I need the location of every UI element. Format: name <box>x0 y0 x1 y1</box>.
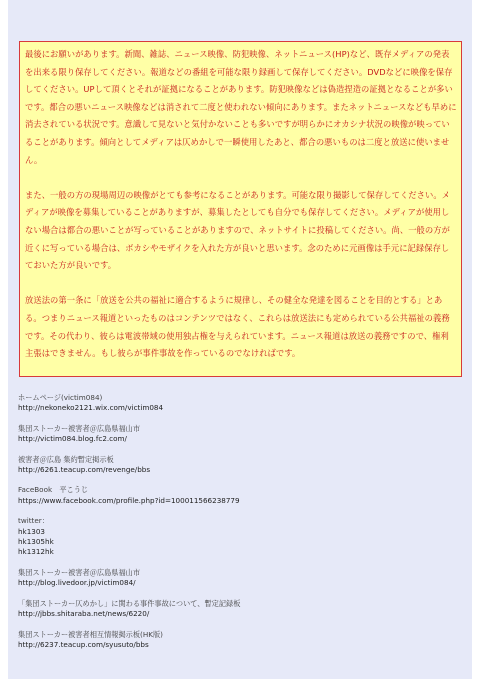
twitter-handle[interactable]: hk1305hk <box>18 537 54 547</box>
link-url[interactable]: http://jbbs.shitaraba.net/news/6220/ <box>18 609 150 619</box>
link-label: twitter： <box>18 516 49 526</box>
link-group-shitaraba-board <box>18 599 458 620</box>
link-label: 集団ストーカー被害者相互情報掲示板(HK版) <box>18 629 163 639</box>
notice-paragraph-3: 放送法の第一条に「放送を公共の福祉に適合するように規律し、その健全な発達を図ることを目的とする」とある。つまりニュース報道といったものはコンテンツではなく、これらは放送法にも定められている公共福祉の義務です。その代わり、彼らは電波帯域の使用独占権を与えられています。ニュース報道は放送の義務ですので、権利主張はできません。もし彼らが事件事故を作っているのでなければです。 <box>25 295 450 359</box>
twitter-handle[interactable]: hk1312hk <box>18 547 54 557</box>
link-label: 「集団ストーカー仄めかし」に関わる事件事故について、暫定記録板 <box>18 598 241 608</box>
link-url[interactable]: https://www.facebook.com/profile.php?id=100011566238779 <box>18 495 240 505</box>
document-page <box>8 0 472 679</box>
link-label: 被害者＠広島 集約暫定掲示板 <box>18 454 114 464</box>
link-group-fc2-blog <box>18 424 458 445</box>
link-group-teacup-revenge <box>18 455 458 476</box>
link-group-homepage <box>18 393 458 414</box>
link-group-teacup-syusuto <box>18 630 458 651</box>
link-url[interactable]: http://nekoneko2121.wix.com/victim084 <box>18 403 164 413</box>
notice-paragraph-1: 最後にお願いがあります。新聞、雑誌、ニュース映像、防犯映像、ネットニュース(HP)など、既存メディアの発表を出来る限り保存してください。報道などの番組を可能な限り録画して保存してください。DVDなどに映像を保存してください。UPして頂くとそれが証拠になることがあります。防犯映像などは偽造捏造の証拠となることが多いです。都合の悪いニュース映像などは消されて二度と使われない傾向にあります。またネットニュースなども早めに消去されている状況です。意識して見ないと気付かないことも多いですが明らかにオカシナ状況の映像が映っていることがあります。傾向としてメディアは仄めかしで一瞬使用したあと、都合の悪いものは二度と放送に使いません。 <box>25 49 457 165</box>
link-label: FaceBook 平こうじ <box>18 485 89 495</box>
link-group-twitter <box>18 516 458 558</box>
link-group-livedoor-blog <box>18 568 458 589</box>
notice-paragraph-2: また、一般の方の現場周辺の映像がとても参考になることがあります。可能な限り撮影して保存してください。メディアが映像を募集していることがありますが、募集したとしても自分でも保存してください。メディアが使用しない場合は都合の悪いことが写っていることがありますので、ネットサイトに投稿してください。尚、一般の方が近くに写っている場合は、ボカシやモザイクを入れた方が良いと思います。念のために元画像は手元に記録保存しておいた方が良いです。 <box>25 189 451 271</box>
link-list <box>18 393 458 660</box>
link-group-facebook <box>18 485 458 506</box>
link-url[interactable]: http://6237.teacup.com/syusuto/bbs <box>18 639 149 649</box>
link-url[interactable]: http://blog.livedoor.jp/victim084/ <box>18 578 136 588</box>
notice-box <box>19 41 462 377</box>
twitter-handle[interactable]: hk1303 <box>18 526 46 536</box>
link-label: ホームページ(victim084) <box>18 393 103 402</box>
link-url[interactable]: http://6261.teacup.com/revenge/bbs <box>18 465 151 475</box>
link-url[interactable]: http://victim084.blog.fc2.com/ <box>18 434 127 444</box>
link-label: 集団ストーカー被害者＠広島県福山市 <box>18 567 141 577</box>
link-label: 集団ストーカー被害者＠広島県福山市 <box>18 423 141 433</box>
